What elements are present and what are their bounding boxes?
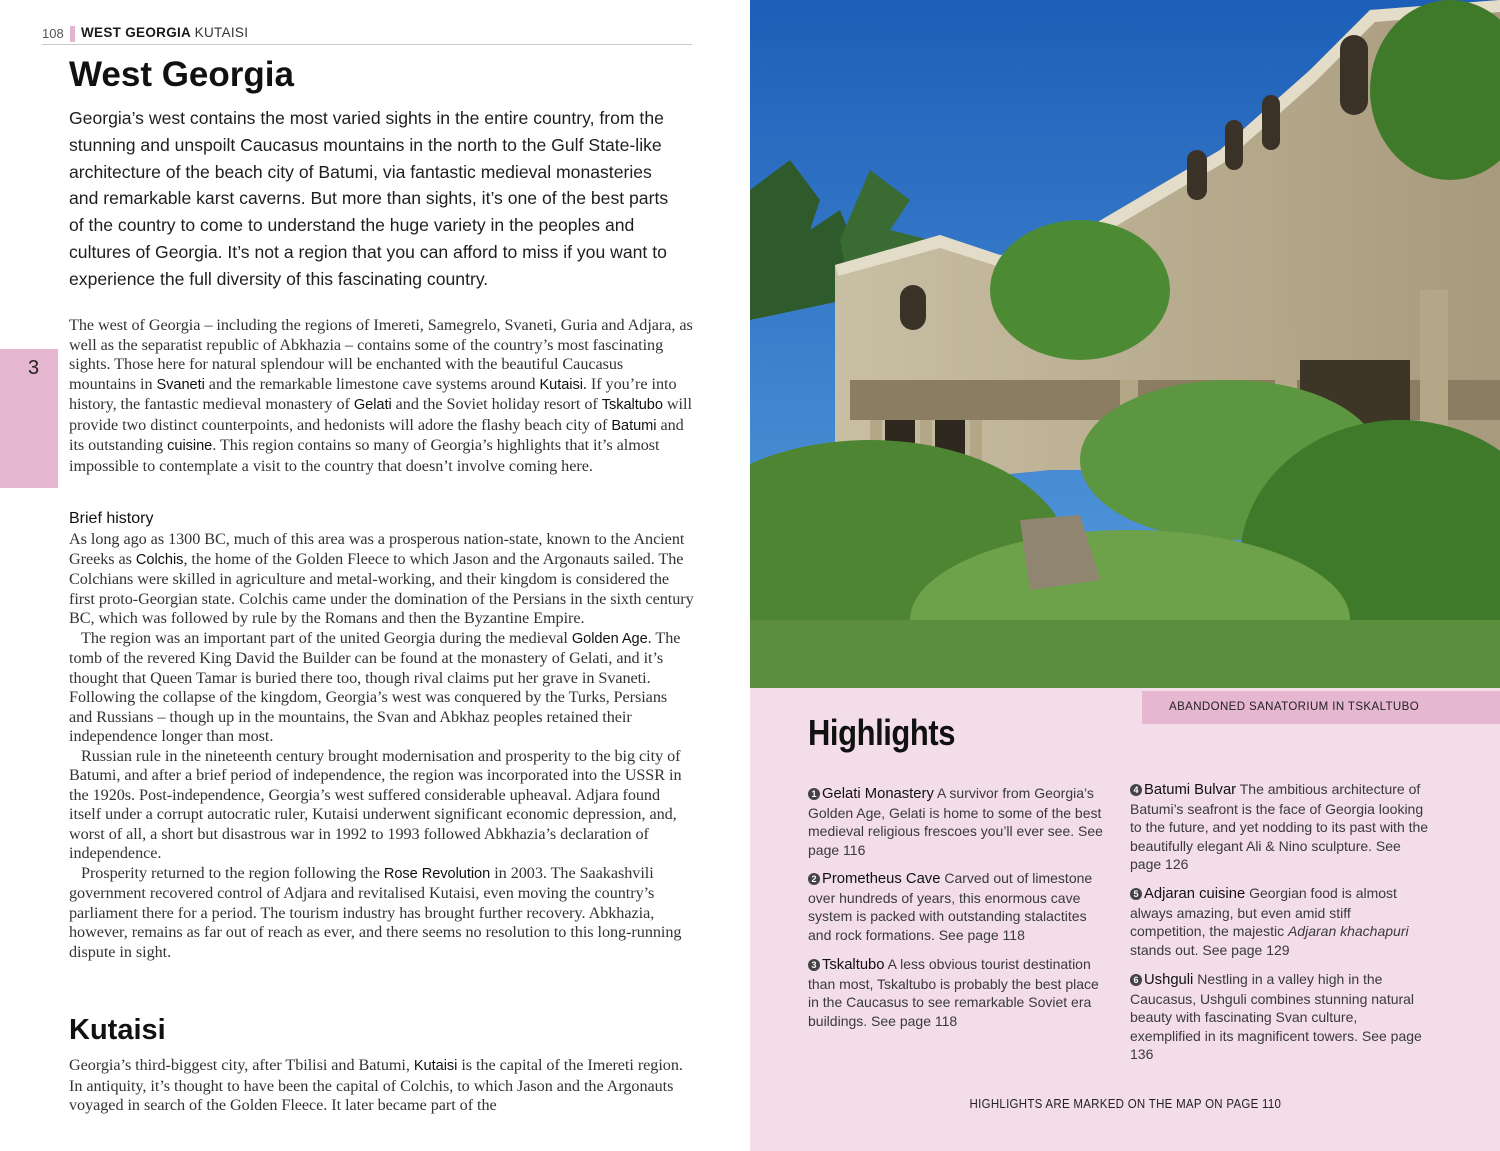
highlight-text: Carved out of limestone over hundreds of years, this enormous cave system is packed with outstanding stalactites and rock formations. See page 118	[808, 870, 1093, 943]
place-link-kutaisi[interactable]: Kutaisi	[539, 376, 583, 393]
history-paragraph-3: Russian rule in the nineteenth century brought modernisation and prosperity to the big city of Batumi, and after a brief period of independence, the region was incorporated into the USSR in the 1920s. Post-independence, Georgia’s west suffered considerable upheaval. Adjara found itself under a corrupt autocratic ruler, Kutaisi underwent significant economic depression, and, worst of all, a short but disastrous war in 1992 to 1993 followed Abkhazia’s declaration of independence.	[69, 746, 682, 862]
text-run: . The tomb of the revered King David the Builder can be found at the monastery of Gelati, and it’s thought that Queen Tamar is buried there too, though rival claims put her grave in Svaneti. Following the collapse of the kingdom, Georgia’s west was conquered by the Turks, Persians and Russians – though up in the mountains, the Svan and Abkhaz peoples retained their independence longer than most.	[69, 628, 681, 745]
highlight-name[interactable]: Ushguli	[1144, 972, 1194, 988]
running-head-section	[81, 25, 248, 40]
history-paragraphs	[69, 530, 694, 962]
highlight-item	[1130, 780, 1430, 874]
caption-text: ABANDONED SANATORIUM IN TSKALTUBO	[1169, 701, 1420, 713]
highlight-text: Nestling in a valley high in the Caucasus, Ushguli combines stunning natural beauty with fascinating Svan culture, exemplified in its magnificent towers. See page 136	[1130, 971, 1422, 1062]
highlight-text: Georgian food is almost always amazing, but even amid stiff competition, the majestic	[1130, 885, 1397, 939]
text-run: and the remarkable limestone cave systems around	[204, 374, 540, 393]
place-link-tskaltubo[interactable]: Tskaltubo	[601, 397, 663, 413]
text-run: and its outstanding	[69, 415, 684, 454]
page-number: 108	[42, 26, 64, 41]
history-paragraph-4	[69, 864, 694, 963]
text-run: is the capital of the Imereti region. In antiquity, it’s thought to have been the capital of Colchis, to which Jason and the Argonauts voyaged in search of the Golden Fleece. It later became part of the	[69, 1056, 683, 1114]
highlight-name[interactable]: Prometheus Cave	[822, 871, 941, 887]
highlight-name[interactable]: Adjaran cuisine	[1144, 886, 1246, 902]
photo-illustration	[750, 0, 1500, 688]
intro-paragraph: Georgia’s west contains the most varied sights in the entire country, from the stunning and unspoilt Caucasus mountains in the north to the Gulf State-like architecture of the beach city of Batumi, via fantastic medieval monasteries and remarkable karst caverns. But more than sights, it’s one of the best parts of the country to come to understand the huge variety in the peoples and cultures of Georgia. It’s not a region that you can afford to miss if you want to experience the full diversity of this fascinating country.	[69, 108, 669, 289]
running-head	[42, 24, 692, 45]
text-run: Georgia’s third-biggest city, after Tbilisi and Batumi,	[69, 1056, 414, 1074]
highlight-text: The ambitious architecture of Batumi’s seafront is the face of Georgia looking to the future, and yet nodding to its past with the beautifully elegant Ali & Nino sculpture. See page 126	[1130, 781, 1429, 872]
sanatorium-photo	[750, 0, 1500, 688]
text-run: The west of Georgia – including the regions of Imereti, Samegrelo, Svaneti, Guria and Adjara, as well as the separatist republic of Abkhazia – contains some of the country’s most fascinating sights. Those here for natural splendour will be enchanted with the beautiful Caucasus mountains in	[69, 316, 693, 393]
page-marker	[70, 26, 75, 42]
place-link-gelati[interactable]: Gelati	[353, 397, 392, 413]
highlight-item	[808, 869, 1108, 944]
overview-paragraph	[69, 316, 694, 476]
highlights-footer	[750, 1097, 1500, 1111]
highlight-item	[1130, 970, 1430, 1064]
text-run: in 2003. The Saakashvili government recovered control of Adjara and revitalised Kutaisi, even moving the country’s parliament there for a period. The tourism industry has brought further recovery. Abkhazia, however, remains as far out of reach as ever, and there seems no resolution to this long-running dispute in sight.	[69, 863, 682, 961]
text-run: , the home of the Golden Fleece to which Jason and the Argonauts sailed. The Colchians were skilled in agriculture and metal-working, and their kingdom is considered the first proto-Georgian state. Colchis came under the domination of the Persians in the sixth century BC, which was followed by rule by the Romans and then the Byzantine Empire.	[69, 549, 694, 627]
highlights-title: Highlights	[808, 712, 956, 753]
text-run: Prosperity returned to the region following the	[81, 863, 384, 882]
kutaisi-heading: Kutaisi	[69, 1014, 166, 1046]
text-run: . This region contains so many of Georgia’s highlights that it’s almost impossible to contemplate a visit to the country that doesn’t involve coming here.	[69, 436, 660, 475]
link-golden-age[interactable]: Golden Age	[571, 630, 648, 647]
photo-caption	[1142, 691, 1500, 724]
text-run: . If you’re into history, the fantastic medieval monastery of	[69, 374, 677, 413]
chapter-number: 3	[28, 357, 40, 379]
number-badge-icon: 5	[1130, 888, 1142, 900]
number-badge-icon: 2	[808, 873, 820, 885]
link-rose-revolution[interactable]: Rose Revolution	[383, 865, 491, 882]
number-badge-icon: 6	[1130, 974, 1142, 986]
place-link-batumi[interactable]: Batumi	[611, 417, 657, 434]
place-link-svaneti[interactable]: Svaneti	[156, 376, 205, 393]
highlight-name[interactable]: Gelati Monastery	[822, 786, 934, 802]
highlight-italic: Adjaran khachapuri	[1287, 923, 1409, 939]
place-link-kutaisi[interactable]: Kutaisi	[413, 1058, 458, 1074]
highlight-name[interactable]: Tskaltubo	[822, 957, 885, 973]
text-run: and the Soviet holiday resort of	[391, 395, 602, 413]
subsection-name: KUTAISI	[194, 25, 249, 40]
number-badge-icon: 1	[808, 788, 820, 800]
right-page	[750, 0, 1500, 1151]
kutaisi-paragraph	[69, 1056, 694, 1116]
highlight-item	[808, 955, 1108, 1030]
history-heading: Brief history	[69, 510, 154, 527]
highlight-text: A less obvious tourist destination than most, Tskaltubo is probably the best place in the Caucasus to see remarkable Soviet era buildings. See page 118	[808, 956, 1099, 1029]
chapter-tab	[0, 349, 58, 488]
highlight-text: A survivor from Georgia’s Golden Age, Gelati is home to some of the best medieval religious frescoes you’ll ever see. See page 116	[808, 785, 1103, 858]
highlight-item	[808, 784, 1108, 859]
number-badge-icon: 4	[1130, 784, 1142, 796]
footer-note: HIGHLIGHTS ARE MARKED ON THE MAP ON PAGE 110	[969, 1097, 1281, 1111]
text-run: will provide two distinct counterpoints, and hedonists will adore the flashy beach city of	[69, 395, 692, 434]
highlight-item	[1130, 884, 1430, 959]
place-link-cuisine[interactable]: cuisine	[167, 438, 213, 454]
number-badge-icon: 3	[808, 959, 820, 971]
page-title: West Georgia	[69, 55, 294, 94]
history-paragraph-1	[69, 530, 694, 627]
highlight-text: stands out. See page 129	[1130, 941, 1290, 958]
highlight-name[interactable]: Batumi Bulvar	[1144, 782, 1237, 798]
text-run: As long ago as 1300 BC, much of this area was a prosperous nation-state, known to the Ancient Greeks as	[69, 530, 685, 568]
history-paragraph-2	[69, 629, 694, 747]
section-name: WEST GEORGIA	[81, 25, 191, 40]
text-run: The region was an important part of the united Georgia during the medieval	[81, 628, 572, 647]
place-link-colchis[interactable]: Colchis	[135, 551, 184, 568]
